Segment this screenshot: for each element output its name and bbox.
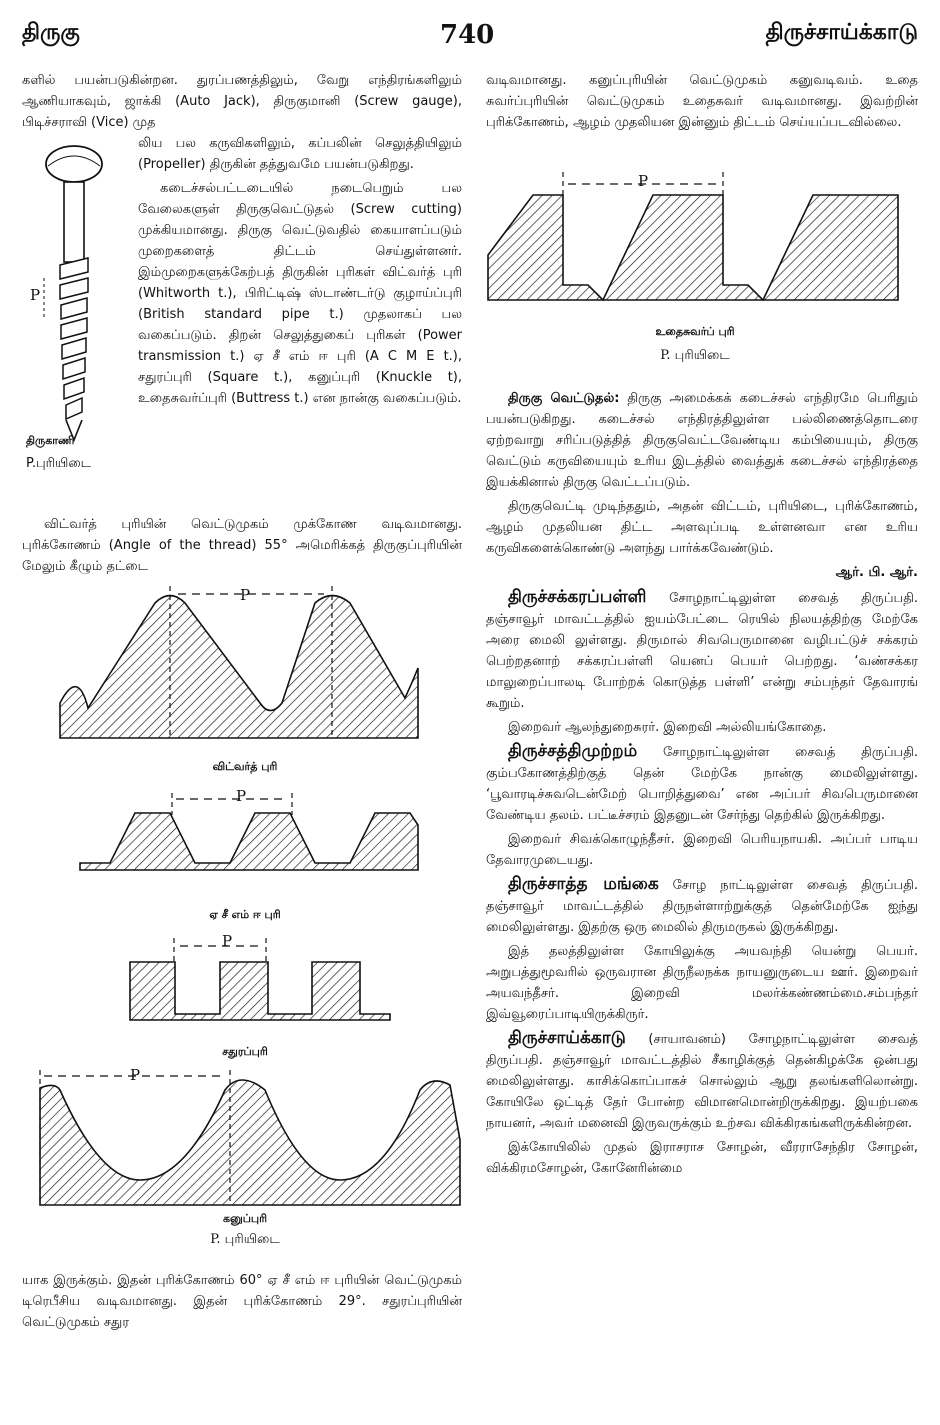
knuckle-caption: கனுப்புரி bbox=[222, 1212, 268, 1225]
entry-2 bbox=[486, 741, 918, 826]
screw-caption-2: P.புரியிடை bbox=[26, 456, 91, 471]
right-main-block bbox=[486, 388, 918, 1182]
entry-1-text-2: இறைவர் ஆலந்துறைசுரர். இறைவி அல்லியங்கோதை. bbox=[508, 720, 827, 735]
left-para1-side: லிய பல கருவிகளிலும், கப்பலின் செலுத்தியிலும் (Propeller) திருகின் தத்துவமே பயன்படுகிறது. bbox=[138, 136, 462, 172]
entry-4 bbox=[486, 1028, 918, 1134]
right-intro-block bbox=[486, 70, 918, 136]
running-head-left: திருகு bbox=[22, 20, 80, 45]
entry-2-text: சோழநாட்டிலுள்ள சைவத் திருப்பதி. கும்பகோணத்திற்குத் தென் மேற்கே நான்கு மைலிலுள்ளது. ‘பூவாரடிச்சுவடென்மேற் பொறித்துவை’ என அப்பர் சிவபெருமானை வேண்டிய தலம். பட்டீச்சரம் இதனுடன் சேர்ந்து தெற்கில் இருக்கிறது. bbox=[486, 745, 918, 823]
signature: ஆர். பி. ஆர். bbox=[835, 565, 918, 580]
left-para1-top: களில் பயன்படுகின்றன. துரப்பணத்திலும், வேறு எந்திரங்களிலும் ஆணியாகவும், ஜாக்கி (Auto Jack), திருகுமானி (Screw gauge), பிடிச்சராவி (Vice) முத bbox=[22, 73, 462, 130]
left-para3: விட்வர்த் புரியின் வெட்டுமுகம் முக்கோண வடிவமானது. புரிக்கோணம் (Angle of the thread) 55° அமெரிக்கத் திருகுப்புரியின் மேலும் கீழும் தட்டை bbox=[22, 517, 462, 574]
entry-4-text: (சாயாவனம்) சோழநாட்டிலுள்ள சைவத் திருப்பதி. தஞ்சாவூர் மாவட்டத்தில் சீகாழிக்குத் தென்கிழக்கே ஒன்பது மைலிலுள்ளது. காசிக்கொப்பாகச் சொல்லும் ஆறு தலங்களிலொன்று. கோயிலே ஒட்டித் தேர் போன்ற விமானமொன்றிருக்கிறது. இயற்பகை நாயனர், அவர் மனைவி இருவருக்கும் உற்சவ விக்கிரகங்களிருக்கின்றன. bbox=[486, 1032, 918, 1131]
right-intro: வடிவமானது. கனுப்புரியின் வெட்டுமுகம் கனுவடிவம். உதை சுவர்ப்புரியின் வெட்டுமுகம் உதைசுவர் வடிவமானது. இவற்றின் புரிக்கோணம், ஆழம் முதலியன இன்னும் திட்டம் செய்யப்படவில்லை. bbox=[486, 73, 918, 130]
entry-1-text: சோழநாட்டிலுள்ள சைவத் திருப்பதி. தஞ்சாவூர் மாவட்டத்தில் ஐயம்பேட்டை ரெயில் நிலயத்திற்கு மேற்கே அரை மைலி லுள்ளது. திருமால் சிவபெருமானை வழிபட்டுச் சக்கரம் பெற்றதனாற் சக்கரப்பள்ளி யெனப் பெயர் பெற்றது. ‘வண்சக்கர மாலுறைப்பாலடி போற்றக் கொடுத்த பள்ளி’ என்று சம்பந்தர் தேவாரங் கூறும். bbox=[486, 591, 918, 711]
entry-3-head: திருச்சாத்த மங்கை bbox=[508, 874, 659, 894]
left-bottom-para: யாக இருக்கும். இதன் புரிக்கோணம் 60° ஏ சீ எம் ஈ புரியின் வெட்டுமுகம் டிரெபீசிய வடிவமானது. இதன் புரிக்கோணம் 29°. சதுரப்புரியின் வெட்டுமுகம் சதுர bbox=[22, 1273, 462, 1330]
buttress-caption: உதைசுவர்ப் புரி bbox=[655, 325, 735, 338]
left-para3-block bbox=[22, 514, 462, 580]
acme-p-label: P bbox=[236, 787, 247, 805]
left-para-top bbox=[22, 70, 462, 136]
right-cutting bbox=[486, 388, 918, 493]
buttress-p-label: P bbox=[638, 172, 649, 190]
entry-2-head: திருச்சத்திமுற்றம் bbox=[508, 741, 638, 761]
right-cutting-2: திருகுவெட்டி முடிந்ததும், அதன் விட்டம், புரியிடை, புரிக்கோணம், ஆழம் முதலியன திட்ட அளவுப்படி உள்ளனவா என உரிய கருவிகளைக்கொண்டு அளந்து பார்க்கவேண்டும். bbox=[486, 499, 918, 556]
knuckle-p-label: P bbox=[130, 1066, 141, 1084]
screw-figure bbox=[30, 140, 110, 470]
page-number: 740 bbox=[440, 20, 495, 50]
knuckle-figure bbox=[40, 1066, 460, 1210]
knuckle-caption-2: P. புரியிடை bbox=[210, 1232, 280, 1247]
running-head-right: திருச்சாய்க்காடு bbox=[765, 20, 918, 45]
square-caption: சதுரப்புரி bbox=[222, 1045, 268, 1058]
square-figure bbox=[90, 932, 430, 1022]
entry-1 bbox=[486, 587, 918, 714]
buttress-caption-2: P. புரியிடை bbox=[660, 348, 730, 363]
square-p-label: P bbox=[222, 932, 233, 950]
screw-caption: திருகாணி bbox=[26, 434, 75, 447]
entry-4-head: திருச்சாய்க்காடு bbox=[508, 1028, 626, 1048]
entry-4-text-2: இக்கோயிலில் முதல் இராசராச சோழன், வீரராசேந்திர சோழன், விக்கிரமசோழன், கோனேரின்மை bbox=[486, 1140, 918, 1176]
left-bottom-block bbox=[22, 1270, 462, 1336]
acme-caption: ஏ சீ எம் ஈ புரி bbox=[209, 908, 281, 921]
entry-3-text: சோழ நாட்டிலுள்ள சைவத் திருப்பதி. தஞ்சாவூர் மாவட்டத்தில் திருநள்ளாற்றுக்குத் தென்மேற்கே ஐந்து மைலிலுள்ளது. இதற்கு ஒரு மைலில் திருமருகல் இருக்கிறது. bbox=[486, 878, 918, 935]
buttress-figure bbox=[488, 170, 908, 320]
entry-3 bbox=[486, 874, 918, 938]
entry-3-text-2: இத் தலத்திலுள்ள கோயிலுக்கு அயவந்தி யென்று பெயர். அறுபத்துமூவரில் ஒருவரான திருநீலநக்க நாயனுருடைய ஊர். இறைவர் அயவந்தீசர். இறைவி மலர்க்கண்ணம்மை.சம்பந்தர் இவ்வூரைப்பாடியிருக்கிருர். bbox=[486, 944, 918, 1022]
left-para-side bbox=[138, 133, 462, 412]
cutting-text: திருகு அமைக்கக் கடைச்சல் எந்திரமே பெரிதும் பயன்படுகிறது. கடைச்சல் எந்திரத்திலுள்ள பல்லிணைத்தொடரை ஏற்றவாறு சரிப்படுத்தித் திருகுவெட்டவேண்டிய கம்பியையும், திருகு வெட்டும் கருவியையும் உரிய இடத்தில் வைத்துக் கடைச்சல் எந்திரத்தை இயக்கினால் திருகு வெட்டப்படும். bbox=[486, 391, 919, 490]
entry-2-text-2: இறைவர் சிவக்கொழுந்தீசர். இறைவி பெரியநாயகி. அப்பர் பாடிய தேவாரமுடையது. bbox=[486, 832, 918, 868]
whitworth-caption: விட்வர்த் புரி bbox=[212, 760, 278, 773]
left-para2: கடைச்சல்பட்டடையில் நடைபெறும் பல வேலைகளுள் திருகுவெட்டுதல் (Screw cutting) முக்கியமானது. திருகு வெட்டுவதில் கையாளப்படும் முறைகளைத் திட்டம் செய்துள்ளனர். இம்முறைகளுக்கேற்பத் திருகின் புரிகள் விட்வர்த் புரி (Whitworth t.), பிரிட்டிஷ் ஸ்டாண்டர்டு குழாய்ப்புரி (British standard pipe t.) முதலாகப் பல வகைப்படும். திறன் செலுத்துகைப் புரிகள் (Power transmission t.) ஏ சீ எம் ஈ புரி (A C M E t.), சதுரப்புரி (Square t.), கனுப்புரி (Knuckle t), உதைசுவர்ப்புரி (Buttress t.) என நான்கு வகைப்படும். bbox=[138, 181, 462, 406]
cutting-label: திருகு வெட்டுதல்: bbox=[508, 391, 620, 406]
acme-figure bbox=[80, 785, 420, 875]
whitworth-figure bbox=[60, 588, 420, 758]
whitworth-p-label: P bbox=[240, 586, 251, 604]
screw-p-label: P bbox=[30, 286, 41, 304]
entry-1-head: திருச்சக்கரப்பள்ளி bbox=[508, 587, 647, 607]
